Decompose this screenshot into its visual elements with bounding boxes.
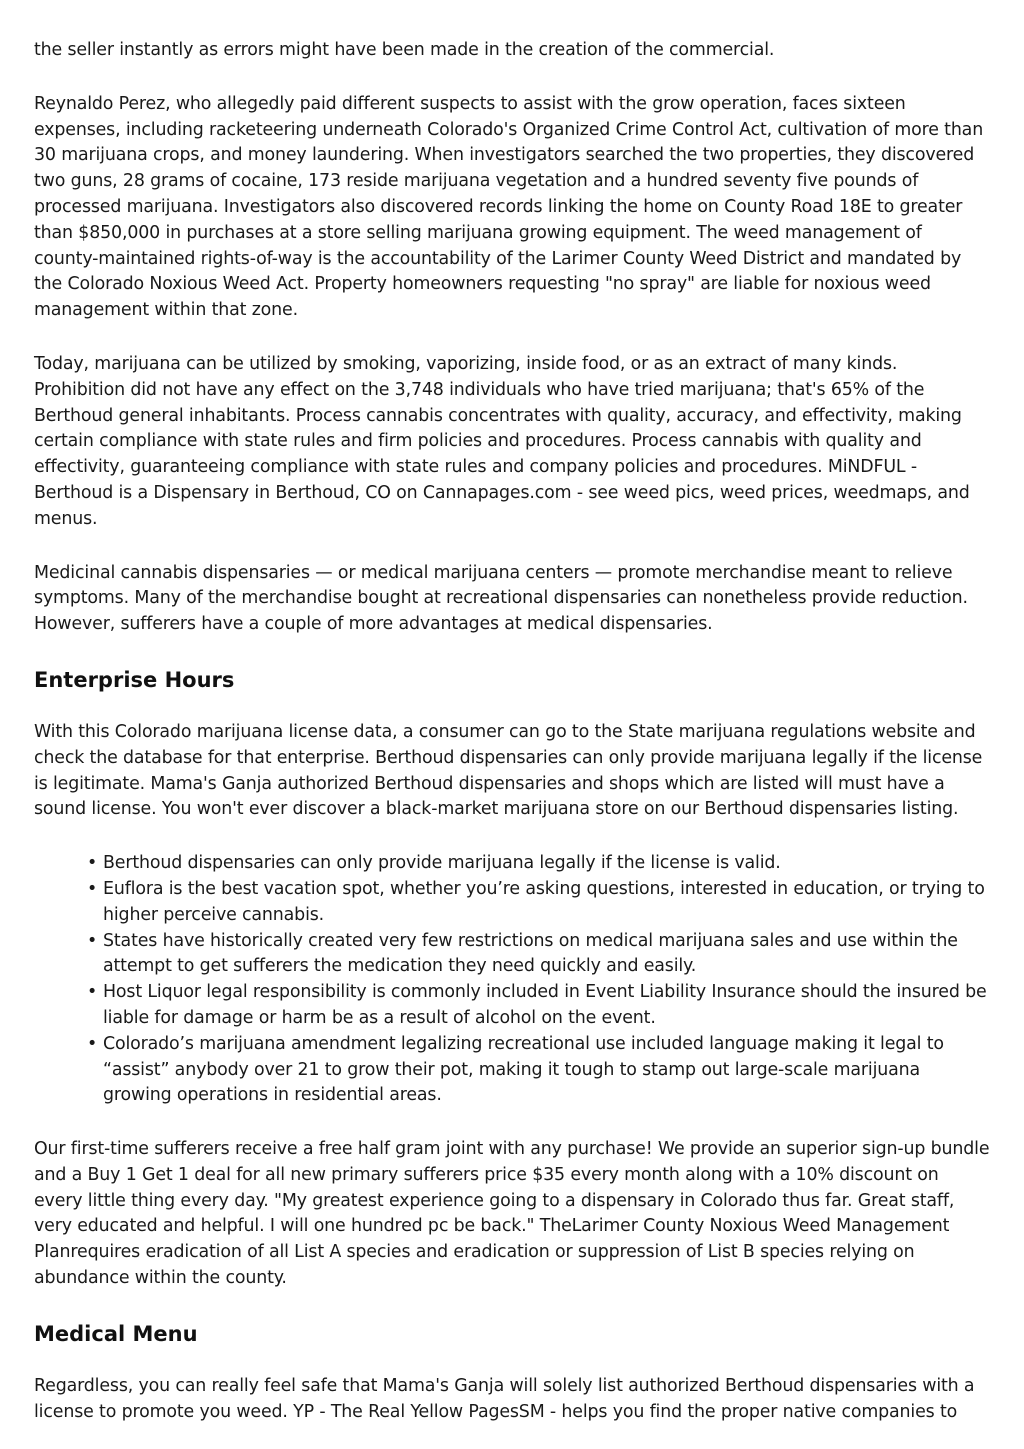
paragraph-authorized-listing: Regardless, you can really feel safe that Mama's Ganja will solely list authorized Berthoud dispensaries with a license to promote you weed. YP - The Real Yellow PagesSM - helps you find the proper native companies to: [34, 1375, 975, 1422]
list-item: • Colorado’s marijuana amendment legalizing recreational use included language making it legal to “assist” anybody over 21 to grow their pot, making it tough to stamp out large-scale marijuana growing operations in residential areas.: [103, 1032, 990, 1109]
paragraph-perez-case: Reynaldo Perez, who allegedly paid different suspects to assist with the grow operation, faces sixteen expenses, including racketeering underneath Colorado's Organized Crime Control Act, cultivation of more than 30 marijuana crops, and money laundering. When investigators searched the two properties, they discovered two guns, 28 grams of cocaine, 173 reside marijuana vegetation and a hundred seventy five pounds of processed marijuana. Investigators also discovered records linking the home on County Road 18E to greater than $850,000 in purchases at a store selling marijuana growing equipment. The weed management of county-maintained rights-of-way is the accountability of the Larimer County Weed District and mandated by the Colorado Noxious Weed Act. Property homeowners requesting "no spray" are liable for noxious weed management within that zone.: [34, 93, 984, 321]
list-item: • States have historically created very few restrictions on medical marijuana sales and use within the attempt to get sufferers the medication they need quickly and easily.: [103, 929, 990, 981]
heading-enterprise-hours: Enterprise Hours: [34, 667, 235, 692]
list-item: • Euflora is the best vacation spot, whether you’re asking questions, interested in education, or trying to higher perceive cannabis.: [103, 877, 990, 929]
list-item: • Host Liquor legal responsibility is commonly included in Event Liability Insurance should the insured be liable for damage or harm be as a result of alcohol on the event.: [103, 980, 990, 1032]
paragraph-marijuana-use: Today, marijuana can be utilized by smoking, vaporizing, inside food, or as an extract of many kinds. Prohibition did not have any effect on the 3,748 individuals who have tried marijuana; that's 65% of the Berthoud general inhabitants. Process cannabis concentrates with quality, accuracy, and effectivity, making certain compliance with state rules and firm policies and procedures. Process cannabis with quality and effectivity, guaranteeing compliance with state rules and company policies and procedures. MiNDFUL - Berthoud is a Dispensary in Berthoud, CO on Cannapages.com - see weed pics, weed prices, weedmaps, and menus.: [34, 353, 970, 529]
list-item: • Berthoud dispensaries can only provide marijuana legally if the license is valid.: [103, 851, 990, 877]
paragraph-medicinal-dispensaries: Medicinal cannabis dispensaries — or medical marijuana centers — promote merchandise meant to relieve symptoms. Many of the merchandise bought at recreational dispensaries can nonetheless provide reduction. However, sufferers have a couple of more advantages at medical dispensaries.: [34, 562, 968, 635]
paragraph-intro-continued: the seller instantly as errors might have been made in the creation of the commercial.: [34, 40, 775, 60]
paragraph-first-time-offer: Our first-time sufferers receive a free half gram joint with any purchase! We provide an superior sign-up bundle and a Buy 1 Get 1 deal for all new primary sufferers price $35 every month along with a 10% discount on every little thing every day. "My greatest experience going to a dispensary in Colorado thus far. Great staff, very educated and helpful. I will one hundred pc be back." TheLarimer County Noxious Weed Management Planrequires eradication of all List A species and eradication or suppression of List B species relying on abundance within the county.: [34, 1139, 990, 1289]
bullet-list: [34, 851, 990, 1109]
paragraph-license-data: With this Colorado marijuana license data, a consumer can go to the State marijuana regulations website and check the database for that enterprise. Berthoud dispensaries can only provide marijuana legally if the license is legitimate. Mama's Ganja authorized Berthoud dispensaries and shops which are listed will must have a sound license. You won't ever discover a black-market marijuana store on our Berthoud dispensaries listing.: [34, 721, 983, 820]
heading-medical-menu: Medical Menu: [34, 1321, 198, 1346]
